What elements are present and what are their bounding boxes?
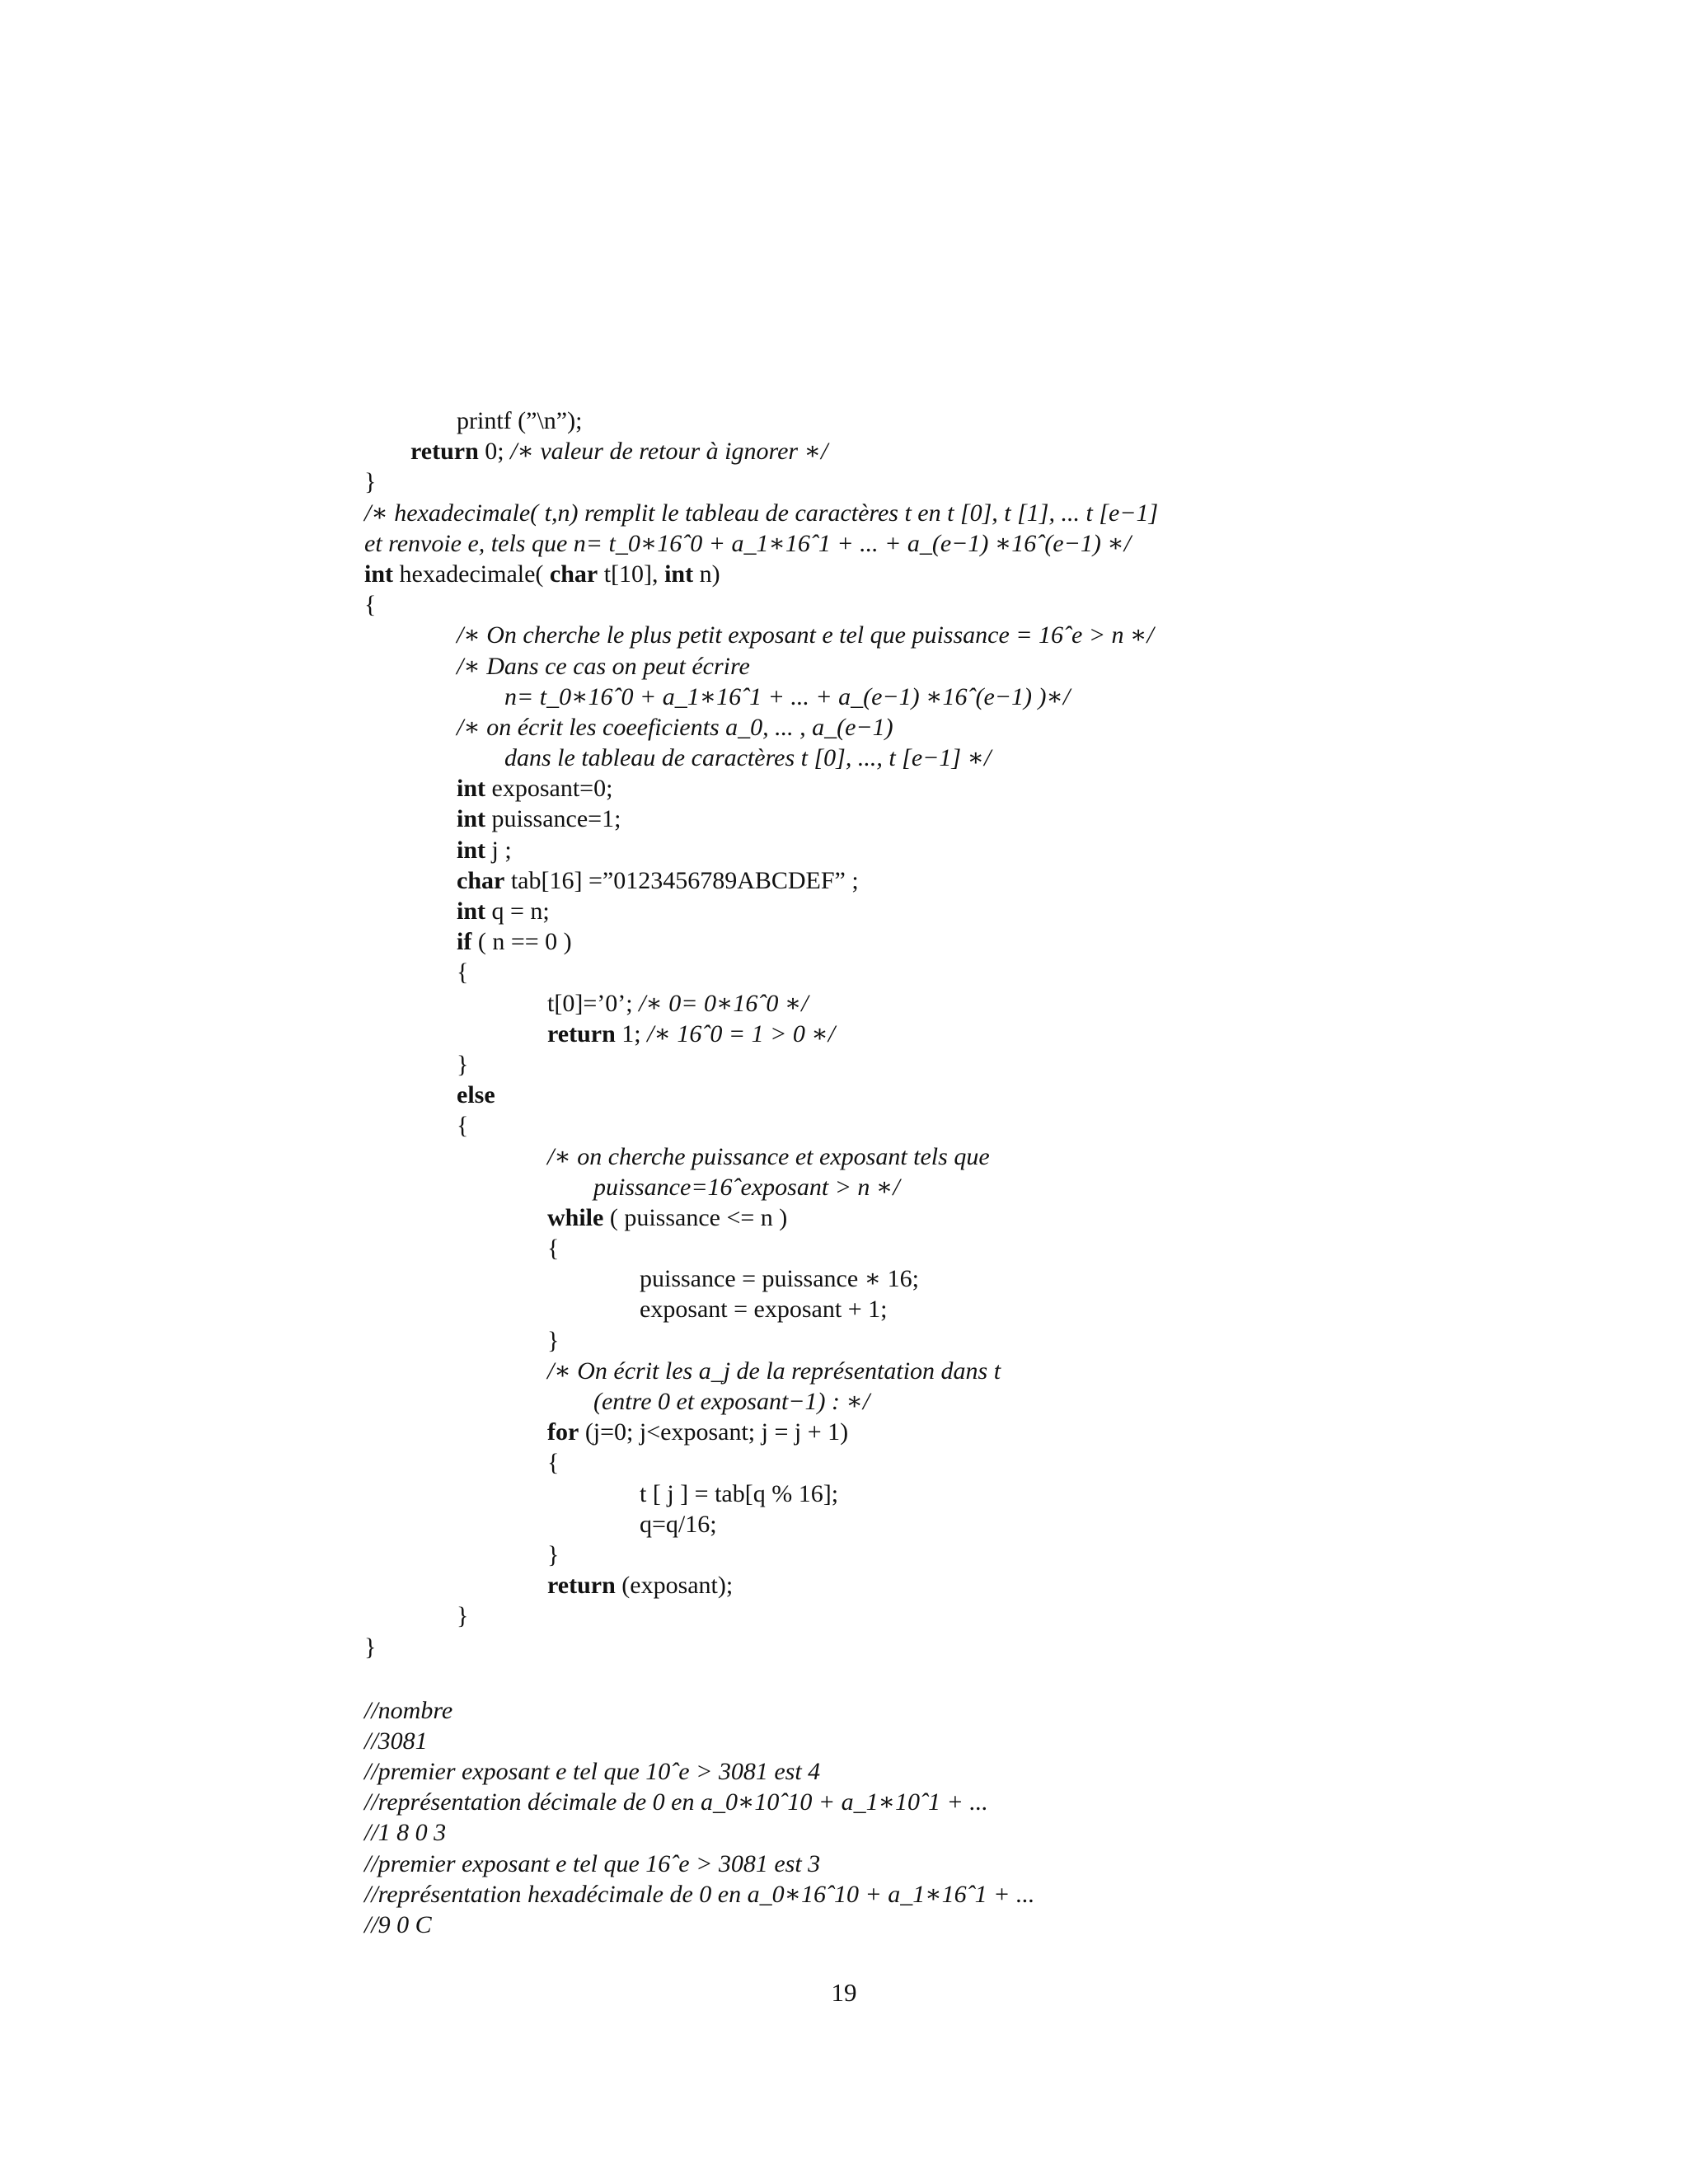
code-line bbox=[364, 1019, 1650, 1049]
code-line-content bbox=[364, 466, 376, 497]
code-text: } bbox=[457, 1602, 469, 1630]
code-text: (j=0; j<exposant; j = j + 1) bbox=[579, 1418, 849, 1446]
code-line bbox=[364, 528, 1650, 559]
code-line-content bbox=[593, 1172, 900, 1202]
code-line bbox=[364, 773, 1650, 804]
code-text: { bbox=[457, 1112, 469, 1140]
code-line-content bbox=[547, 988, 809, 1019]
code-listing bbox=[364, 405, 1650, 1940]
code-line bbox=[364, 1202, 1650, 1233]
code-line-content bbox=[410, 436, 828, 466]
code-line-content bbox=[364, 559, 720, 589]
comment-text: //3081 bbox=[364, 1727, 428, 1755]
code-line bbox=[364, 1479, 1650, 1509]
code-line bbox=[364, 1726, 1650, 1756]
comment-text: puissance=16ˆexposant > n ∗/ bbox=[593, 1173, 900, 1201]
code-line bbox=[364, 1233, 1650, 1263]
code-line-content bbox=[457, 1080, 495, 1110]
code-text: ( n == 0 ) bbox=[471, 928, 572, 956]
code-text: } bbox=[364, 468, 377, 496]
keyword: return bbox=[547, 1019, 616, 1047]
code-line-content bbox=[364, 1910, 432, 1940]
code-line-content bbox=[457, 957, 468, 987]
code-text: { bbox=[457, 958, 469, 987]
code-line bbox=[364, 1570, 1650, 1601]
code-text: { bbox=[547, 1235, 560, 1263]
code-line bbox=[364, 1662, 1650, 1695]
keyword: int bbox=[664, 560, 694, 588]
code-line-content bbox=[457, 865, 859, 896]
code-line-content bbox=[547, 1570, 733, 1601]
code-text: t [ j ] = tab[q % 16]; bbox=[640, 1479, 839, 1507]
comment-text: //représentation hexadécimale de 0 en a_0∗16ˆ10 + a_1∗16ˆ1 + ... bbox=[364, 1880, 1035, 1908]
code-line bbox=[364, 1695, 1650, 1726]
code-line bbox=[364, 1417, 1650, 1447]
code-line bbox=[364, 1910, 1650, 1940]
code-line-content bbox=[640, 1509, 717, 1540]
code-text: } bbox=[364, 1633, 377, 1661]
comment-text: (entre 0 et exposant−1) : ∗/ bbox=[593, 1388, 870, 1415]
code-line bbox=[364, 988, 1650, 1019]
code-line bbox=[364, 1356, 1650, 1386]
code-text: t[0]=’0’; bbox=[547, 989, 640, 1017]
keyword: return bbox=[410, 438, 479, 466]
code-line bbox=[364, 1263, 1650, 1294]
code-text: exposant = exposant + 1; bbox=[640, 1296, 888, 1324]
code-line bbox=[364, 1632, 1650, 1662]
code-line-content bbox=[547, 1417, 848, 1447]
code-line bbox=[364, 835, 1650, 865]
code-line-content bbox=[547, 1141, 990, 1172]
code-line bbox=[364, 1447, 1650, 1478]
code-line bbox=[364, 865, 1650, 896]
keyword: int bbox=[457, 898, 486, 925]
keyword: for bbox=[547, 1418, 579, 1446]
code-line bbox=[364, 651, 1650, 682]
code-text: } bbox=[547, 1540, 560, 1568]
code-line-content bbox=[457, 1110, 468, 1141]
code-line-content bbox=[547, 1233, 559, 1263]
code-line-content bbox=[547, 1019, 835, 1049]
keyword: char bbox=[549, 560, 598, 588]
code-line bbox=[364, 1325, 1650, 1356]
comment-text: /∗ On cherche le plus petit exposant e tel que puissance = 16ˆe > n ∗/ bbox=[457, 621, 1154, 649]
keyword: else bbox=[457, 1081, 495, 1109]
code-line bbox=[364, 896, 1650, 926]
code-line-content bbox=[547, 1447, 559, 1478]
code-line-content bbox=[457, 405, 582, 436]
comment-text: /∗ on cherche puissance et exposant tels que bbox=[547, 1142, 990, 1170]
code-text: } bbox=[457, 1050, 469, 1078]
code-text: t[10], bbox=[598, 560, 665, 588]
comment-text: dans le tableau de caractères t [0], ..., t [e−1] ∗/ bbox=[504, 744, 992, 772]
comment-text: /∗ hexadecimale( t,n) remplit le tableau de caractères t en t [0], t [1], ... t [e−1] bbox=[364, 499, 1159, 527]
code-text: j ; bbox=[485, 836, 512, 864]
code-line-content bbox=[593, 1386, 870, 1417]
code-line-content bbox=[364, 498, 1158, 528]
code-line bbox=[364, 466, 1650, 497]
comment-text: n= t_0∗16ˆ0 + a_1∗16ˆ1 + ... + a_(e−1) ∗16ˆ(e−1) )∗/ bbox=[504, 682, 1071, 710]
page-number: 19 bbox=[831, 1978, 857, 2007]
code-text: (exposant); bbox=[615, 1572, 734, 1600]
comment-text: /∗ On écrit les a_j de la représentation dans t bbox=[547, 1357, 1001, 1385]
comment-text: /∗ on écrit les coeeficients a_0, ... , a_(e−1) bbox=[457, 713, 893, 741]
code-text: puissance=1; bbox=[485, 805, 621, 833]
comment-text: et renvoie e, tels que n= t_0∗16ˆ0 + a_1∗16ˆ1 + ... + a_(e−1) ∗16ˆ(e−1) ∗/ bbox=[364, 529, 1132, 557]
code-line-content bbox=[640, 1479, 838, 1509]
code-text: } bbox=[547, 1326, 560, 1354]
code-line bbox=[364, 1540, 1650, 1570]
comment-text: //9 0 C bbox=[364, 1911, 432, 1938]
code-line bbox=[364, 804, 1650, 834]
code-line bbox=[364, 712, 1650, 743]
code-text: ( puissance <= n ) bbox=[603, 1203, 788, 1231]
code-line bbox=[364, 1601, 1650, 1631]
code-line bbox=[364, 1817, 1650, 1848]
code-line-content bbox=[364, 1726, 428, 1756]
code-line-content bbox=[504, 682, 1070, 712]
code-text: puissance = puissance ∗ 16; bbox=[640, 1265, 919, 1293]
code-line-content bbox=[457, 620, 1154, 650]
keyword: while bbox=[547, 1203, 604, 1231]
comment-text: /∗ 16ˆ0 = 1 > 0 ∗/ bbox=[647, 1019, 836, 1047]
comment-text: /∗ 0= 0∗16ˆ0 ∗/ bbox=[639, 989, 809, 1017]
code-line-content bbox=[457, 896, 550, 926]
code-line bbox=[364, 1294, 1650, 1324]
code-line bbox=[364, 1509, 1650, 1540]
code-line-content bbox=[364, 1879, 1034, 1910]
code-line bbox=[364, 1756, 1650, 1787]
code-text: exposant=0; bbox=[485, 775, 613, 803]
code-line bbox=[364, 436, 1650, 466]
code-line-content bbox=[364, 1632, 376, 1662]
code-line-content bbox=[547, 1325, 559, 1356]
comment-text: //1 8 0 3 bbox=[364, 1819, 447, 1847]
keyword: return bbox=[547, 1572, 616, 1600]
comment-text: //premier exposant e tel que 10ˆe > 3081 est 4 bbox=[364, 1758, 821, 1786]
code-text: tab[16] =”0123456789ABCDEF” ; bbox=[504, 866, 859, 894]
code-text: { bbox=[547, 1449, 560, 1477]
comment-text: /∗ valeur de retour à ignorer ∗/ bbox=[510, 438, 828, 466]
code-line-content bbox=[364, 528, 1131, 559]
code-line-content bbox=[547, 1356, 1001, 1386]
comment-text: //premier exposant e tel que 16ˆe > 3081 est 3 bbox=[364, 1849, 821, 1877]
comment-text: /∗ Dans ce cas on peut écrire bbox=[457, 652, 750, 680]
code-line bbox=[364, 1172, 1650, 1202]
code-line-content bbox=[457, 804, 621, 834]
code-line bbox=[364, 498, 1650, 528]
code-line-content bbox=[364, 1695, 452, 1726]
code-line-content bbox=[364, 1849, 820, 1879]
code-line bbox=[364, 1110, 1650, 1141]
code-line bbox=[364, 1080, 1650, 1110]
code-text: printf (”\n”); bbox=[457, 407, 583, 434]
keyword: int bbox=[457, 836, 486, 864]
code-line-content bbox=[457, 926, 572, 957]
code-line-content bbox=[547, 1202, 787, 1233]
code-text: { bbox=[364, 591, 377, 619]
code-line bbox=[364, 620, 1650, 650]
code-line bbox=[364, 559, 1650, 589]
code-line bbox=[364, 743, 1650, 773]
code-line-content bbox=[640, 1294, 887, 1324]
code-line bbox=[364, 589, 1650, 620]
code-line bbox=[364, 957, 1650, 987]
code-text: n) bbox=[693, 560, 720, 588]
keyword: int bbox=[457, 805, 486, 833]
keyword: int bbox=[364, 560, 394, 588]
comment-text: //nombre bbox=[364, 1696, 453, 1724]
code-line-content bbox=[640, 1263, 919, 1294]
code-text: 0; bbox=[478, 438, 511, 466]
code-line-content bbox=[364, 1756, 820, 1787]
comment-text: //représentation décimale de 0 en a_0∗10ˆ10 + a_1∗10ˆ1 + ... bbox=[364, 1788, 988, 1816]
code-text: hexadecimale( bbox=[393, 560, 550, 588]
code-line bbox=[364, 1787, 1650, 1817]
code-text: 1; bbox=[615, 1019, 648, 1047]
code-line bbox=[364, 1849, 1650, 1879]
code-text: q = n; bbox=[485, 898, 550, 925]
code-line-content bbox=[457, 1049, 468, 1080]
code-line-content bbox=[547, 1540, 559, 1570]
code-line-content bbox=[457, 773, 612, 804]
code-line-content bbox=[457, 712, 893, 743]
code-line bbox=[364, 1386, 1650, 1417]
code-line-content bbox=[457, 651, 750, 682]
code-line bbox=[364, 682, 1650, 712]
code-line-content bbox=[457, 835, 512, 865]
code-line bbox=[364, 1141, 1650, 1172]
code-line bbox=[364, 405, 1650, 436]
code-line-content bbox=[504, 743, 991, 773]
keyword: if bbox=[457, 928, 472, 956]
code-line-content bbox=[364, 1817, 446, 1848]
code-line-content bbox=[364, 589, 376, 620]
code-text: q=q/16; bbox=[640, 1510, 717, 1538]
code-line-content bbox=[364, 1787, 988, 1817]
keyword: int bbox=[457, 775, 486, 803]
keyword: char bbox=[457, 866, 505, 894]
code-line-content bbox=[457, 1601, 468, 1631]
code-line bbox=[364, 926, 1650, 957]
code-line bbox=[364, 1879, 1650, 1910]
code-line bbox=[364, 1049, 1650, 1080]
